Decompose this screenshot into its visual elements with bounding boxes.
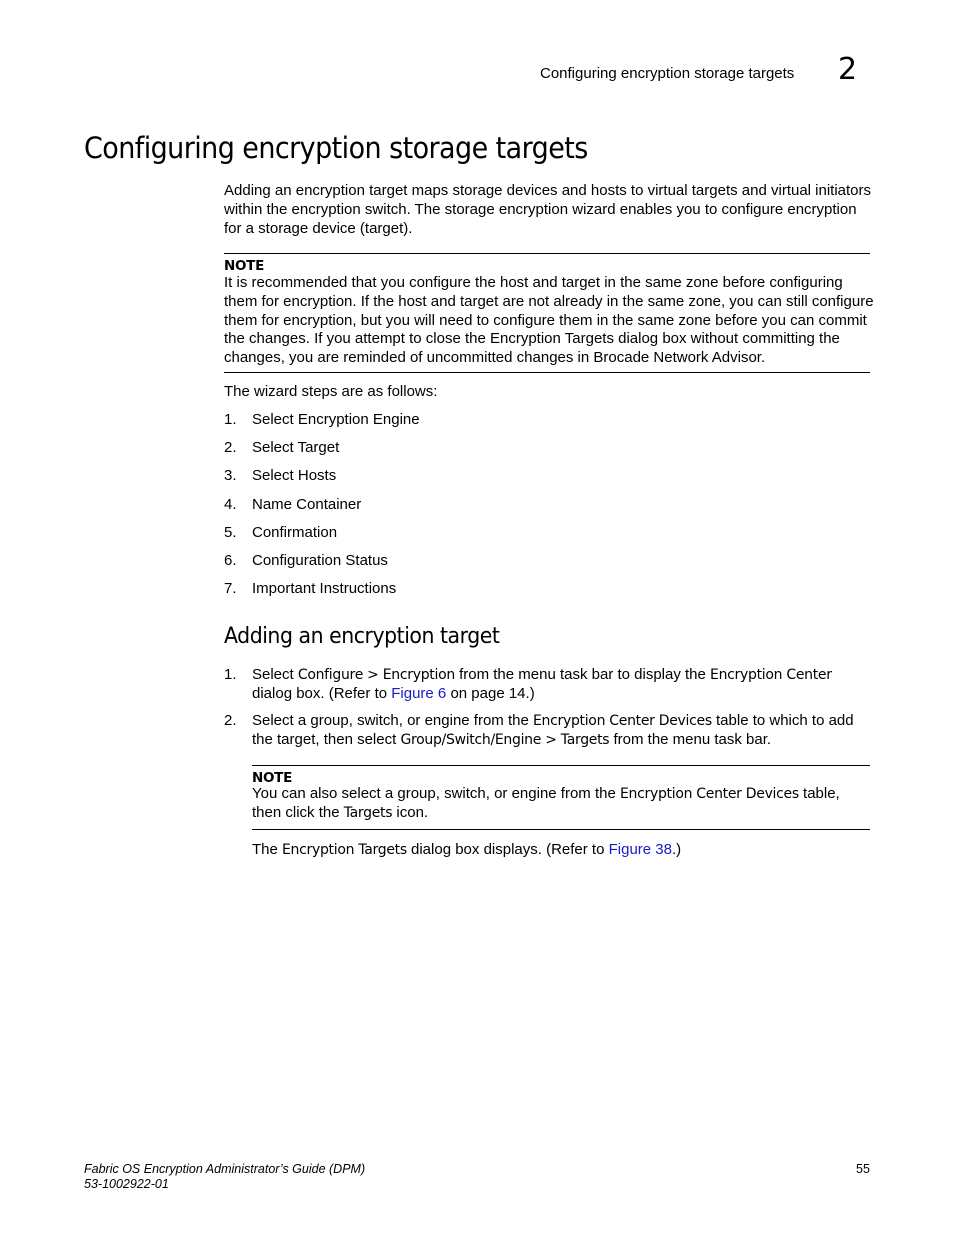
wizard-step-number: 4.: [224, 495, 237, 513]
note-text: You can also select a group, switch, or engine from the Encryption Center Devices table, then click the Targets icon.: [252, 785, 840, 821]
wizard-step-number: 7.: [224, 580, 237, 598]
wizard-step: Configuration Status: [252, 552, 388, 569]
wizard-step-number: 6.: [224, 552, 237, 569]
note-bottom-rule: [224, 372, 870, 373]
section-heading: Configuring encryption storage targets: [84, 131, 588, 165]
wizard-step-number: 5.: [224, 523, 237, 541]
result-paragraph: The Encryption Targets dialog box displays. (Refer to Figure 38.): [252, 841, 682, 858]
wizard-step: Select Target: [252, 439, 340, 457]
wizard-step: Select Encryption Engine: [252, 411, 420, 428]
wizard-step: Name Container: [252, 495, 362, 513]
note-top-rule: [224, 253, 870, 254]
procedure-step-1: Select Configure > Encryption from the menu task bar to display the Encryption Center dialog box. (Refer to Figure 6 on page 14.): [252, 666, 832, 702]
note-label: NOTE: [224, 258, 265, 274]
note-label: NOTE: [252, 770, 293, 786]
wizard-step-number: 2.: [224, 439, 237, 457]
wizard-lead: The wizard steps are as follows:: [224, 383, 438, 400]
chapter-number: 2: [838, 52, 858, 87]
wizard-step-number: 1.: [224, 411, 237, 428]
table-name: Encryption Center Devices: [532, 713, 712, 729]
running-header-title: Configuring encryption storage targets: [540, 65, 795, 82]
step-number: 2.: [224, 712, 237, 729]
icon-name: Targets: [343, 804, 393, 821]
note-top-rule: [252, 765, 870, 766]
menu-path: Configure > Encryption: [297, 667, 455, 683]
footer-page-number: 55: [856, 1162, 870, 1176]
table-name: Encryption Center Devices: [620, 786, 799, 802]
subsection-heading: Adding an encryption target: [224, 624, 500, 649]
footer-doc-number: 53-1002922-01: [84, 1177, 169, 1191]
procedure-step-2: Select a group, switch, or engine from the Encryption Center Devices table to which to add the target, then select Group/Switch/Engine > Targets from the menu task bar.: [252, 712, 854, 748]
note-text: It is recommended that you configure the host and target in the same zone before configuring them for encryption. If the host and target are not already in the same zone, you can still configure them for encryption, but you will need to configure them in the same zone before you can commit the changes. If you attempt to close the Encryption Targets dialog box without committing the changes, you are reminded of uncommitted changes in Brocade Network Advisor.: [224, 274, 874, 367]
figure-link[interactable]: Figure 6: [391, 684, 447, 702]
intro-paragraph: Adding an encryption target maps storage devices and hosts to virtual targets and virtual initiators within the encryption switch. The storage encryption wizard enables you to configure encryption for a storage device (target).: [224, 182, 872, 237]
note-bottom-rule: [252, 829, 870, 830]
dialog-name: Encryption Targets: [282, 842, 407, 858]
step-number: 1.: [224, 666, 237, 683]
dialog-name: Encryption Center: [710, 667, 832, 683]
wizard-step: Select Hosts: [252, 467, 337, 485]
wizard-step: Important Instructions: [252, 580, 397, 598]
wizard-step: Confirmation: [252, 523, 338, 541]
menu-path: Group/Switch/Engine > Targets: [400, 731, 610, 748]
footer-guide-title: Fabric OS Encryption Administrator’s Guide (DPM): [84, 1162, 366, 1176]
figure-link[interactable]: Figure 38: [608, 841, 672, 858]
wizard-step-number: 3.: [224, 467, 237, 485]
